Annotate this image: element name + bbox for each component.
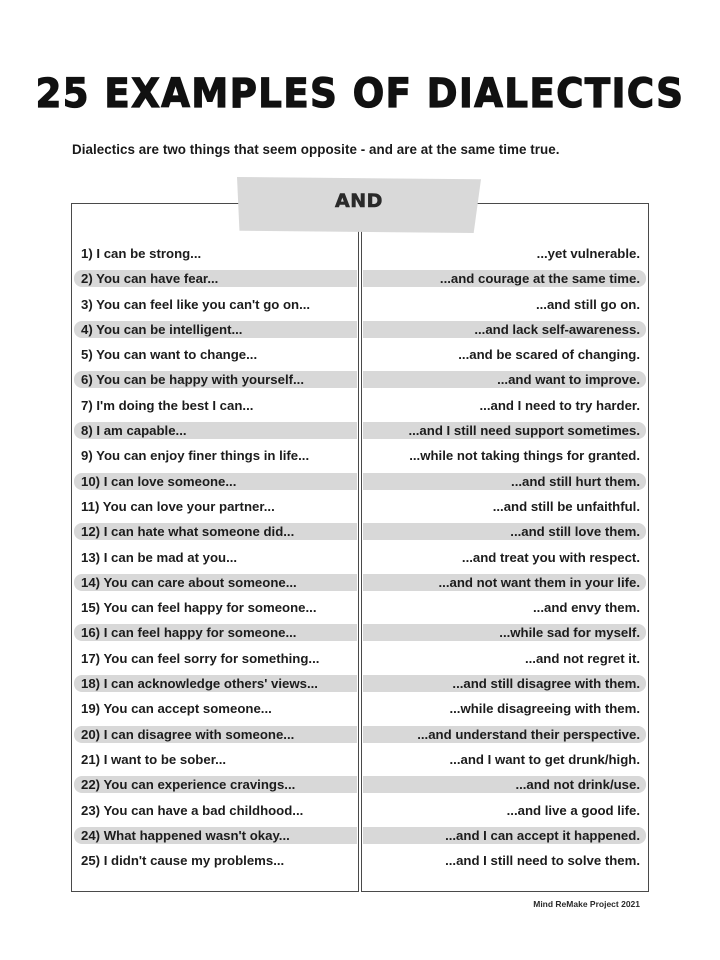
statement-right: ...and live a good life.: [506, 802, 640, 818]
dialectic-row: [0, 519, 720, 544]
statement-left: 9) You can enjoy finer things in life...: [81, 448, 310, 464]
statement-right: ...and not regret it.: [524, 650, 640, 666]
statement-right: ...and courage at the same time.: [439, 271, 640, 287]
page-subtitle: Dialectics are two things that seem opposite - and are at the same time true.: [72, 142, 560, 157]
statement-right: ...and I need to try harder.: [479, 397, 640, 413]
dialectic-row: [0, 545, 720, 570]
statement-left: 8) I am capable...: [81, 423, 187, 439]
statement-right: ...and envy them.: [533, 600, 640, 616]
statement-left: 16) I can feel happy for someone...: [81, 625, 297, 641]
page-title: 25 EXAMPLES OF DIALECTICS: [35, 70, 685, 117]
statement-right: ...and I want to get drunk/high.: [449, 751, 640, 767]
statement-left: 14) You can care about someone...: [81, 574, 297, 590]
statement-left: 2) You can have fear...: [81, 271, 219, 287]
statement-right: ...and I still need to solve them.: [445, 853, 640, 869]
statement-right: ...and treat you with respect.: [461, 549, 640, 565]
statement-right: ...and want to improve.: [497, 372, 640, 388]
dialectic-row: [0, 494, 720, 519]
dialectic-row: [0, 772, 720, 797]
statement-left: 5) You can want to change...: [81, 347, 258, 363]
dialectic-row: [0, 798, 720, 823]
statement-left: 18) I can acknowledge others' views...: [81, 676, 318, 692]
dialectic-row: [0, 418, 720, 443]
dialectic-row: [0, 696, 720, 721]
dialectic-row: [0, 266, 720, 291]
dialectic-row: [0, 722, 720, 747]
statement-right: ...and still love them.: [510, 524, 640, 540]
dialectic-row: [0, 646, 720, 671]
statement-right: ...and I still need support sometimes.: [408, 423, 640, 439]
statement-left: 7) I'm doing the best I can...: [81, 397, 254, 413]
statement-left: 24) What happened wasn't okay...: [81, 827, 290, 843]
statement-left: 19) You can accept someone...: [81, 701, 272, 717]
statement-left: 13) I can be mad at you...: [81, 549, 238, 565]
dialectic-row: [0, 317, 720, 342]
dialectics-list: [0, 241, 720, 873]
statement-right: ...and still disagree with them.: [452, 676, 640, 692]
statement-right: ...and not want them in your life.: [438, 574, 640, 590]
dialectic-row: [0, 620, 720, 645]
statement-right: ...and still hurt them.: [511, 473, 640, 489]
dialectic-row: [0, 367, 720, 392]
statement-right: ...and not drink/use.: [515, 777, 640, 793]
statement-left: 3) You can feel like you can't go on...: [81, 296, 311, 312]
statement-right: ...while not taking things for granted.: [409, 448, 640, 464]
dialectic-row: [0, 570, 720, 595]
statement-left: 10) I can love someone...: [81, 473, 237, 489]
statement-left: 20) I can disagree with someone...: [81, 726, 295, 742]
dialectic-row: [0, 443, 720, 468]
statement-right: ...and still be unfaithful.: [492, 498, 640, 514]
statement-left: 25) I didn't cause my problems...: [81, 853, 285, 869]
dialectic-row: [0, 747, 720, 772]
dialectic-row: [0, 595, 720, 620]
statement-left: 22) You can experience cravings...: [81, 777, 296, 793]
statement-left: 11) You can love your partner...: [81, 498, 275, 514]
dialectic-row: [0, 469, 720, 494]
statement-right: ...and understand their perspective.: [417, 726, 640, 742]
dialectic-row: [0, 292, 720, 317]
statement-left: 17) You can feel sorry for something...: [81, 650, 320, 666]
dialectic-row: [0, 241, 720, 266]
statement-right: ...and I can accept it happened.: [445, 827, 640, 843]
footer-credit: Mind ReMake Project 2021: [533, 899, 640, 909]
dialectic-row: [0, 342, 720, 367]
statement-left: 15) You can feel happy for someone...: [81, 600, 317, 616]
statement-left: 6) You can be happy with yourself...: [81, 372, 305, 388]
statement-left: 12) I can hate what someone did...: [81, 524, 295, 540]
statement-right: ...and still go on.: [535, 296, 640, 312]
dialectic-row: [0, 393, 720, 418]
and-banner-label: AND: [335, 190, 383, 212]
statement-right: ...yet vulnerable.: [536, 246, 640, 261]
dialectic-row: [0, 823, 720, 848]
statement-right: ...while disagreeing with them.: [449, 701, 640, 717]
statement-left: 23) You can have a bad childhood...: [81, 802, 304, 818]
dialectic-row: [0, 671, 720, 696]
statement-left: 21) I want to be sober...: [81, 751, 227, 767]
statement-right: ...and lack self-awareness.: [474, 321, 640, 337]
dialectic-row: [0, 848, 720, 873]
statement-left: 4) You can be intelligent...: [81, 321, 243, 337]
statement-left: 1) I can be strong...: [81, 246, 202, 261]
statement-right: ...and be scared of changing.: [458, 347, 640, 363]
statement-right: ...while sad for myself.: [499, 625, 640, 641]
